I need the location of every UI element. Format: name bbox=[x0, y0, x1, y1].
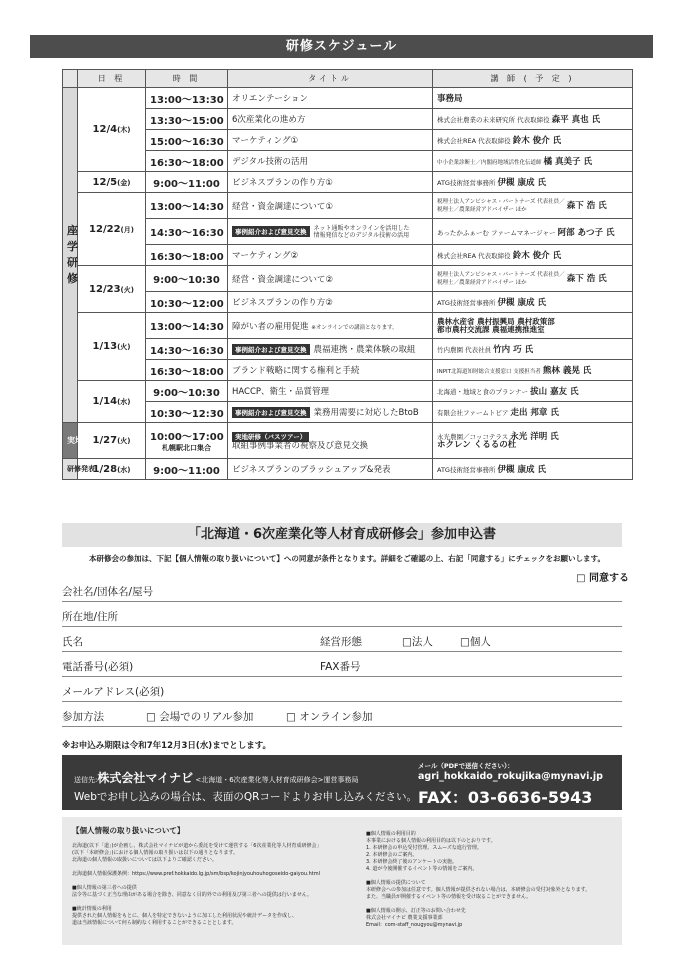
header-time: 時 間 bbox=[146, 70, 228, 88]
table-row: 10:30〜12:30 事例紹介および意見交換 業務用需要に対応したBtoB 有限会社ファームトピア 走出 邦章 氏 bbox=[63, 402, 633, 423]
table-row: 実地研修 1/27(火) 10:00〜17:00 札幌駅北口集合 実地研修（バスツアー） 取組事例事業者の視察及び意見交換 永光農園／コッコテラス 永光 洋明 氏 ホクレン くるるの杜 bbox=[63, 423, 633, 459]
table-row: 10:30〜12:00 ビジネスプランの作り方② ATG技術経営事務所 伊槻 康成 氏 bbox=[63, 292, 633, 313]
corp-checkbox[interactable]: □法人 bbox=[402, 636, 433, 648]
date-cell: 12/5(金) bbox=[78, 172, 146, 193]
table-row: 1/14(水) 9:00〜10:30 HACCP、衛生・品質管理 北海道・地域と食のプランナー 拔山 嘉友 氏 bbox=[63, 381, 633, 402]
deadline-note: ※お申込み期限は令和7年12月3日(水)までとします。 bbox=[62, 741, 272, 751]
table-row: 16:30〜18:00 ブランド戦略に関する権利と手続 INPIT北海道知財総合支援窓口 支援担当者 熊林 義晃 氏 bbox=[63, 360, 633, 381]
form-title: 「北海道・6次産業化等人材育成研修会」参加申込書 bbox=[62, 523, 622, 547]
table-row: 16:30〜18:00 マーケティング② 株式会社REA 代表取締役 鈴木 俊介 氏 bbox=[63, 245, 633, 266]
date-cell: 1/13(火) bbox=[78, 313, 146, 381]
case-tag: 事例紹介および意見交換 bbox=[232, 344, 310, 355]
table-row: 16:30〜18:00 デジタル技術の活用 中小企業診断士／内閣府地域活性化伝道師 橘 真美子 氏 bbox=[63, 151, 633, 172]
method-field: 参加方法 □ 会場でのリアル参加 □ オンライン参加 bbox=[62, 708, 622, 727]
contact-box: 送信先:株式会社マイナビ <北海道・6次産業化等人材育成研修会>運営事務局 Webでお申し込みの場合は、表面のQRコードよりお申し込みください。 メール（PDFで送信ください）： agri_hokkaido_rokujika@mynavi.jp FAX：03-6636-5943 bbox=[62, 755, 622, 810]
fax-number: FAX：03-6636-5943 bbox=[418, 788, 593, 807]
table-row: 13:30〜15:00 6次産業化の進め方 株式会社農業の未来研究所 代表取締役 森平 真也 氏 bbox=[63, 109, 633, 130]
email-field[interactable]: メールアドレス(必須) bbox=[62, 683, 622, 702]
category-zagaku: 座 学 研 修 bbox=[63, 88, 78, 423]
table-row: 研修発表 1/28(水) 9:00〜11:00 ビジネスプランのブラッシュアップ&発表 ATG技術経営事務所 伊槻 康成 氏 bbox=[63, 459, 633, 480]
header-lecturer: 講 師 ( 予 定 ) bbox=[433, 70, 633, 88]
table-header bbox=[63, 70, 633, 88]
header-date: 日 程 bbox=[78, 70, 146, 88]
date-cell: 12/4(木) bbox=[78, 88, 146, 172]
agree-text: 本研修会の参加は、下記【個人情報の取り扱いについて】への同意が条件となります。詳細をご確認の上、右記「同意する」にチェックをお願いします。 bbox=[89, 554, 605, 563]
venue-checkbox[interactable]: □ 会場でのリアル参加 bbox=[146, 711, 254, 723]
category-field: 実地研修 bbox=[63, 423, 78, 459]
address-field[interactable]: 所在地/住所 bbox=[62, 608, 622, 627]
table-row: 12/5(金) 9:00〜11:00 ビジネスプランの作り方① ATG技術経営事務所 伊槻 康成 氏 bbox=[63, 172, 633, 193]
privacy-box: 【個人情報の取り扱いについて】 北海道(以下「道」)が企画し、株式会社マイナビが道から委託を受けて運営する「6次産業化等人材育成研修会」 (以下「本研修会」)における個人情報の取り扱いは以下の通りとなります。 北海道の個人情報の取扱いについては以下よりご確認ください。 北海道個人情報保護条例：https://www.pref.hokkaido.lg.jp/sm/bsp/kojinjyouhouhogoseido-gaiyou.html ■個人情報の第三者への提供 法令等に基づく正当な理由がある場合を除き、同意なく目的外での利用及び第三者への提供は行いません。 ■統計情報の利用 提供された個人情報をもとに、個人を特定できないように加工した利用状況や統計データを作成し、 道は当該情報について何ら制約なく利用することができることとします。 ■個人情報の利用目的 本事業における個人情報の利用目的は以下のとおりです。 1. 本研修会の申込受付管理、スムーズな進行管理。 2. 本研修会のご案内。 3. 本研修会終了後のアンケートの実施。 4. 道が今後開催するイベント等の情報をご案内。 ■個人情報の提供について 本研修会への参加は任意です。個人情報が提供されない場合は、本研修会の受付対象外となります。 また、当職員が開催するイベント等の情報を受け取ることができません。 ■個人情報の開示、訂正等のお問い合わせ先 株式会社マイナビ 農業支援事業部 Email：com-staff_nougyou@mynavi.jp bbox=[62, 817, 622, 945]
fax-field[interactable]: FAX番号 bbox=[320, 661, 361, 673]
table-row: 15:00〜16:30 マーケティング① 株式会社REA 代表取締役 鈴木 俊介 氏 bbox=[63, 130, 633, 151]
schedule-banner: 研修スケジュール bbox=[30, 35, 653, 58]
date-cell: 12/22(月) bbox=[78, 193, 146, 266]
date-cell: 1/14(水) bbox=[78, 381, 146, 423]
email-link[interactable]: agri_hokkaido_rokujika@mynavi.jp bbox=[418, 771, 603, 782]
phone-field[interactable]: 電話番号(必須) FAX番号 bbox=[62, 658, 622, 677]
table-row: 座 学 研 修 12/4(木) 13:00〜13:30 オリエンテーション 事務局 bbox=[63, 88, 633, 109]
table-row: 14:30〜16:30 事例紹介および意見交換 ネット通販やオンラインを活用した 情報発信などのデジタル技術の活用 あったかふぁーむ ファームマネージャー 阿部 あつ子 氏 bbox=[63, 219, 633, 245]
case-tag: 事例紹介および意見交換 bbox=[232, 407, 310, 418]
individual-checkbox[interactable]: □個人 bbox=[460, 636, 491, 648]
name-field[interactable]: 氏名 経営形態 □法人 □個人 bbox=[62, 633, 622, 652]
table-row: 12/22(月) 13:00〜14:30 経営・資金調達について① 税理士法人アンビシャス・パートナーズ 代表社員／ 税理士／農業経営アドバイザー ほか 森下 浩 氏 bbox=[63, 193, 633, 219]
schedule-table bbox=[62, 69, 633, 480]
table-row: 12/23(火) 9:00〜10:30 経営・資金調達について② 税理士法人アンビシャス・パートナーズ 代表社員／ 税理士／農業経営アドバイザー ほか 森下 浩 氏 bbox=[63, 266, 633, 292]
field-tag: 実地研修（バスツアー） bbox=[232, 432, 309, 442]
case-tag: 事例紹介および意見交換 bbox=[232, 226, 310, 237]
date-cell: 1/27(火) bbox=[78, 423, 146, 459]
date-cell: 1/28(水) bbox=[78, 459, 146, 480]
online-checkbox[interactable]: □ オンライン参加 bbox=[286, 711, 373, 723]
web-note: Webでお申し込みの場合は、表面のQRコードよりお申し込みください。 bbox=[74, 791, 417, 803]
header-title: タイトル bbox=[228, 70, 433, 88]
agree-checkbox[interactable]: □ 同意する bbox=[576, 573, 629, 584]
table-row: 1/13(火) 13:00〜14:30 障がい者の雇用促進 ※オンラインでの講演となります。 農林水産省 農村振興局 農村政策部 都市農村交流課 農福連携推進室 bbox=[63, 313, 633, 339]
company-field[interactable]: 会社名/団体名/屋号 bbox=[62, 583, 622, 602]
category-presentation: 研修発表 bbox=[63, 459, 78, 480]
table-row: 14:30〜16:30 事例紹介および意見交換 農福連携・農業体験の取組 竹内農園 代表社員 竹内 巧 氏 bbox=[63, 339, 633, 360]
date-cell: 12/23(火) bbox=[78, 266, 146, 313]
